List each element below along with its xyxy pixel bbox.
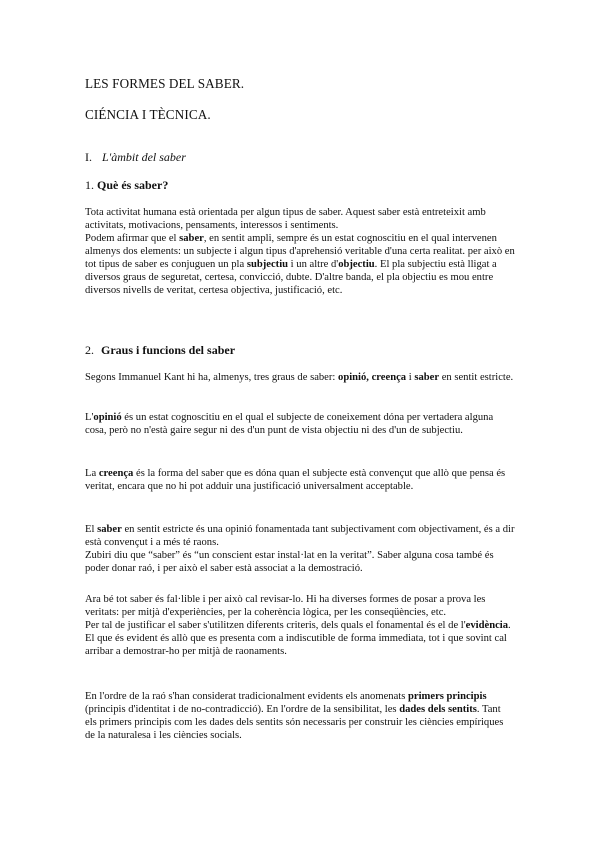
subsection-number: 1.	[85, 178, 94, 192]
paragraph-creenca	[85, 467, 515, 493]
paragraph-line: Segons Immanuel Kant hi ha, almenys, tres graus de saber: opinió, creença i saber en sentit estricte.	[85, 372, 514, 383]
paragraph-saber-estricte	[85, 523, 515, 575]
section-title: Graus i funcions del saber	[101, 343, 236, 357]
paragraph-line: En l'ordre de la raó s'han considerat tradicionalment evidents els anomenats primers principis (principis d'identitat i de no-contradicció). En l'ordre de la sensibilitat, les dades dels sentits. Tant els primers principis com les dades dels sentits són necessaris per construir les ciències empíriques de la naturalesa i les ciències socials.	[85, 691, 504, 741]
section-number: I.	[85, 150, 92, 164]
paragraph-line: Ara bé tot saber és fal·lible i per això cal revisar-lo. Hi ha diverses formes de posar a prova les veritats: per mitjà d'experiències, per la coherència lògica, per les conseqüències, etc.	[85, 594, 486, 618]
bold-term: creença	[98, 468, 134, 479]
document-title: LES FORMES DEL SABER.	[85, 76, 245, 91]
paragraph-line: Podem afirmar que el saber, en sentit ampli, sempre és un estat cognoscitiu en el qual intervenen almenys dos elements: un subjecte i algun tipus d'aprehensió veritable d'una certa realitat. per això en tot tipus de saber es conjuguen un pla subjectiu i un altre d'objectiu. El pla subjectiu està lligat a diversos graus de seguretat, certesa, convicció, dubte. D'altre banda, el pla objectiu es mou entre diversos nivells de veritat, certesa objectiva, justificació, etc.	[85, 233, 515, 296]
paragraph-opinio	[85, 411, 515, 437]
document-subtitle: CIÉNCIA I TÈCNICA.	[85, 107, 211, 122]
section-title: L'àmbit del saber	[102, 150, 186, 164]
section-heading-2	[85, 343, 235, 358]
bold-term: saber	[414, 372, 440, 383]
paragraph-line: La creença és la forma del saber que es dóna quan el subjecte està convençut que allò que pensa és veritat, encara que no hi pot adduir una justificació universalment acceptable.	[85, 468, 506, 492]
paragraph-line: Per tal de justificar el saber s'utilitzen diferents criteris, dels quals el fonamental és el de l'evidència. El que és evident és allò que es presenta com a indiscutible de forma immediata, tot i que sovint cal arribar a demostrar-ho per mitjà de raonaments.	[85, 620, 511, 657]
paragraph-fal-lible	[85, 593, 515, 658]
bold-term: dades dels sentits	[399, 704, 477, 715]
section-number: 2.	[85, 343, 94, 357]
bold-term: opinió	[93, 412, 122, 423]
paragraph-que-es-saber	[85, 206, 515, 297]
paragraph-line: Zubiri diu que “saber” és “un conscient estar instal·lat en la veritat”. Saber alguna cosa també és poder donar raó, i per això el saber està associat a la demostració.	[85, 550, 494, 574]
subsection-heading-1	[85, 178, 168, 193]
bold-term: subjectiu	[246, 259, 289, 270]
subsection-title: Què és saber?	[97, 178, 169, 192]
bold-term: saber	[97, 524, 122, 535]
bold-term: objectiu	[338, 259, 375, 270]
paragraph-line: El saber en sentit estricte és una opinió fonamentada tant subjectivament com objectivament, és a dir està convençut i a més té raons.	[85, 524, 515, 548]
section-heading-1	[85, 150, 186, 165]
paragraph-line: L'opinió és un estat cognoscitiu en el qual el subjecte de coneixement dóna per vertadera alguna cosa, però no n'està gaire segur ni des d'un punt de vista objectiu ni des d'un de subjectiu.	[85, 412, 494, 436]
bold-term: primers principis	[408, 691, 487, 702]
paragraph-primers-principis	[85, 690, 515, 742]
paragraph-line: Tota activitat humana està orientada per algun tipus de saber. Aquest saber està entreteixit amb activitats, motivacions, pensaments, interessos i sentiments.	[85, 207, 486, 231]
bold-term: saber	[179, 233, 204, 244]
bold-term: evidència	[465, 620, 509, 631]
paragraph-graus	[85, 371, 515, 384]
bold-term: opinió, creença	[338, 372, 407, 383]
